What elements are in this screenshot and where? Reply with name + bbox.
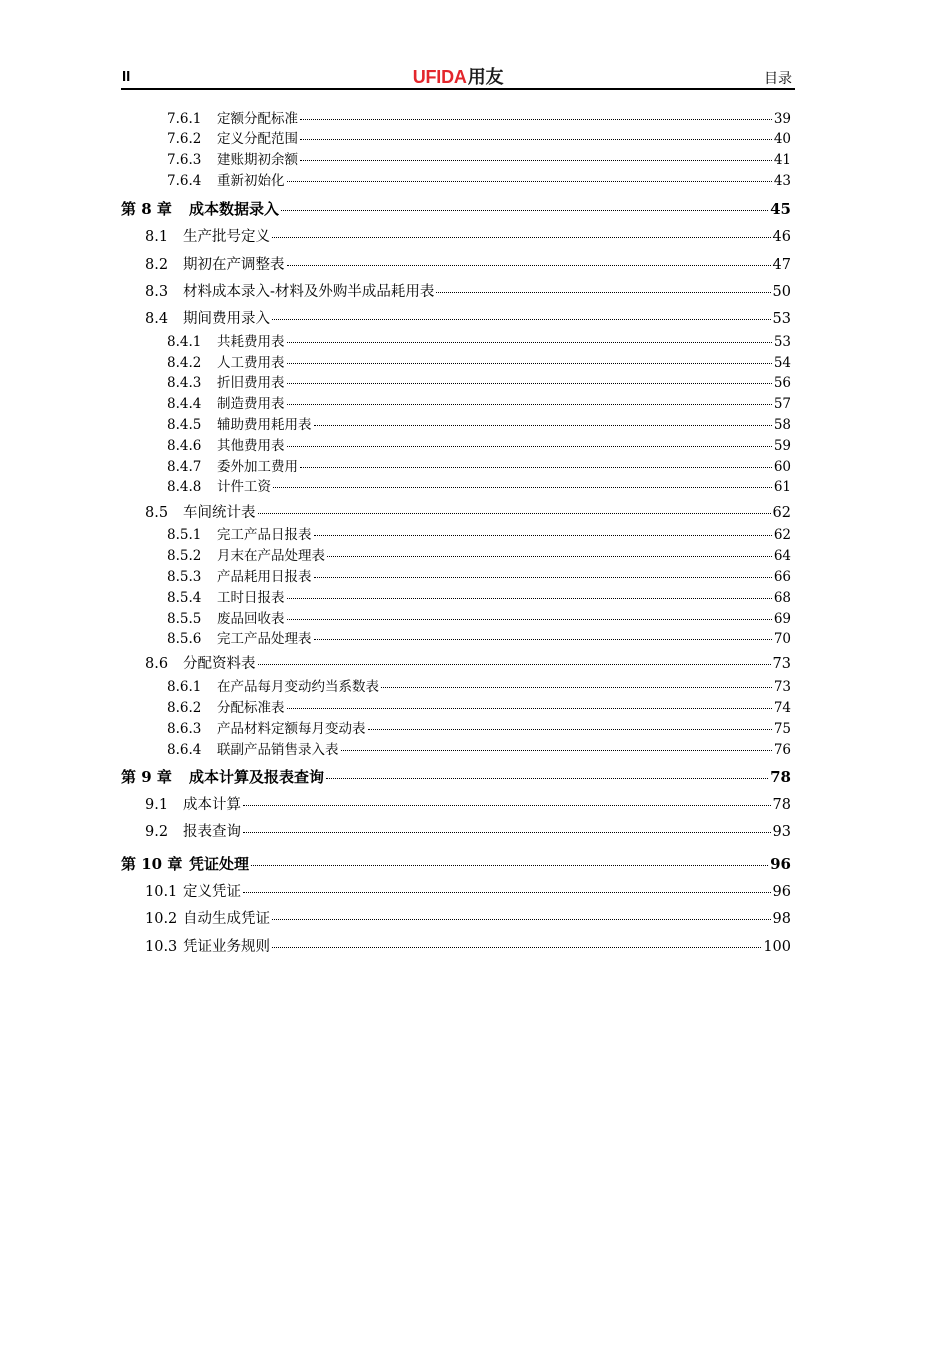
toc-entry-title: 凭证业务规则 <box>183 939 270 955</box>
toc-entry[interactable] <box>121 571 791 585</box>
toc-entry[interactable] <box>121 657 791 672</box>
toc-dot-leader <box>287 383 772 384</box>
toc-entry-number: 8.4.3 <box>167 375 202 391</box>
toc-entry[interactable] <box>121 357 791 371</box>
toc-entry-page: 41 <box>773 152 791 168</box>
toc-entry-title: 在产品每月变动约当系数表 <box>217 679 379 695</box>
toc-dot-leader <box>243 892 771 893</box>
toc-entry-title: 折旧费用表 <box>217 375 285 391</box>
toc-entry-title: 分配标准表 <box>217 700 285 716</box>
logo-latin: UFIDA <box>412 67 467 87</box>
ufida-logo <box>121 63 795 89</box>
toc-entry-number: 7.6.4 <box>167 173 202 189</box>
toc-entry-number: 8.5.5 <box>167 611 202 627</box>
toc-entry-title: 产品材料定额每月变动表 <box>217 721 366 737</box>
toc-dot-leader <box>287 342 772 343</box>
toc-entry-number: 8.5.4 <box>167 590 202 606</box>
toc-dot-leader <box>287 598 772 599</box>
toc-entry[interactable] <box>121 312 791 327</box>
toc-entry-number: 8.3 <box>145 284 169 300</box>
toc-entry-number: 第 10 章 <box>121 855 183 873</box>
toc-entry-title: 期初在产调整表 <box>183 257 285 273</box>
toc-dot-leader <box>287 404 772 405</box>
toc-dot-leader <box>287 363 772 364</box>
toc-entry-title: 成本数据录入 <box>189 200 280 218</box>
toc-entry-number: 8.4.5 <box>167 417 202 433</box>
toc-entry-title: 自动生成凭证 <box>183 911 270 927</box>
toc-entry-page: 54 <box>773 355 791 371</box>
toc-entry[interactable] <box>121 744 791 758</box>
toc-entry[interactable] <box>121 230 791 245</box>
toc-entry[interactable] <box>121 440 791 454</box>
toc-entry-number: 8.4.8 <box>167 479 202 495</box>
toc-entry-page: 62 <box>772 505 791 521</box>
toc-dot-leader <box>314 639 772 640</box>
toc-entry-number: 8.4 <box>145 311 169 327</box>
toc-dot-leader <box>436 292 770 293</box>
toc-entry-title: 共耗费用表 <box>217 334 285 350</box>
toc-entry-page: 46 <box>772 229 791 245</box>
toc-entry-page: 40 <box>773 131 791 147</box>
toc-entry-page: 76 <box>773 742 791 758</box>
toc-entry-page: 73 <box>772 656 791 672</box>
toc-entry-number: 8.5.3 <box>167 569 202 585</box>
toc-entry-number: 8.6.4 <box>167 742 202 758</box>
toc-entry[interactable] <box>121 550 791 564</box>
toc-entry-title: 计件工资 <box>217 479 271 495</box>
toc-entry-page: 78 <box>772 797 791 813</box>
toc-entry-title: 材料成本录入-材料及外购半成品耗用表 <box>183 284 435 300</box>
toc-entry-page: 50 <box>772 284 791 300</box>
toc-dot-leader <box>243 832 771 833</box>
toc-dot-leader <box>272 319 771 320</box>
toc-entry-title: 人工费用表 <box>217 355 285 371</box>
toc-dot-leader <box>381 687 772 688</box>
toc-dot-leader <box>314 577 772 578</box>
toc-entry[interactable] <box>121 202 791 217</box>
toc-entry-page: 75 <box>773 721 791 737</box>
toc-entry[interactable] <box>121 113 791 127</box>
toc-entry[interactable] <box>121 912 791 927</box>
toc-dot-leader <box>272 947 761 948</box>
toc-entry-page: 39 <box>773 111 791 127</box>
toc-entry-title: 其他费用表 <box>217 438 285 454</box>
logo-chinese: 用友 <box>467 67 504 87</box>
toc-dot-leader <box>300 119 772 120</box>
toc-entry[interactable] <box>121 681 791 695</box>
toc-entry[interactable] <box>121 506 791 521</box>
toc-dot-leader <box>341 750 772 751</box>
toc-entry[interactable] <box>121 398 791 412</box>
toc-entry-page: 59 <box>773 438 791 454</box>
section-title: 目录 <box>764 71 792 87</box>
toc-entry-title: 定额分配标准 <box>217 111 298 127</box>
toc-entry[interactable] <box>121 377 791 391</box>
toc-entry-title: 完工产品处理表 <box>217 631 312 647</box>
toc-entry[interactable] <box>121 461 791 475</box>
toc-entry-number: 第 8 章 <box>121 200 172 218</box>
toc-entry-page: 45 <box>770 200 791 218</box>
toc-entry-page: 70 <box>773 631 791 647</box>
toc-dot-leader <box>258 513 771 514</box>
toc-entry-number: 8.4.2 <box>167 355 202 371</box>
toc-dot-leader <box>287 446 772 447</box>
toc-entry-number: 10.1 <box>145 884 178 900</box>
toc-entry-title: 生产批号定义 <box>183 229 270 245</box>
toc-entry-number: 8.4.4 <box>167 396 202 412</box>
toc-dot-leader <box>273 487 772 488</box>
toc-entry-number: 7.6.1 <box>167 111 202 127</box>
toc-entry-title: 联副产品销售录入表 <box>217 742 339 758</box>
toc-dot-leader <box>300 139 772 140</box>
page-number: II <box>122 68 131 85</box>
toc-entry-page: 56 <box>773 375 791 391</box>
toc-entry[interactable] <box>121 258 791 273</box>
toc-dot-leader <box>327 556 772 557</box>
toc-dot-leader <box>300 467 772 468</box>
toc-entry-page: 74 <box>773 700 791 716</box>
toc-dot-leader <box>314 535 772 536</box>
toc-entry[interactable] <box>121 613 791 627</box>
toc-entry-title: 定义分配范围 <box>217 131 298 147</box>
toc-dot-leader <box>272 919 771 920</box>
toc-entry-number: 8.4.6 <box>167 438 202 454</box>
toc-entry-page: 58 <box>773 417 791 433</box>
toc-entry-number: 8.4.1 <box>167 334 202 350</box>
toc-entry-number: 8.4.7 <box>167 459 202 475</box>
toc-entry-number: 8.2 <box>145 257 169 273</box>
toc-dot-leader <box>326 778 768 779</box>
toc-entry-page: 47 <box>772 257 791 273</box>
toc-entry-page: 57 <box>773 396 791 412</box>
toc-dot-leader <box>243 805 771 806</box>
toc-entry-page: 96 <box>770 855 791 873</box>
toc-entry-title: 完工产品日报表 <box>217 527 312 543</box>
toc-entry-number: 8.5.6 <box>167 631 202 647</box>
toc-entry-page: 66 <box>773 569 791 585</box>
toc-entry-number: 10.3 <box>145 939 178 955</box>
toc-entry-title: 重新初始化 <box>217 173 285 189</box>
toc-entry[interactable] <box>121 633 791 647</box>
toc-dot-leader <box>251 865 768 866</box>
toc-entry-page: 96 <box>772 884 791 900</box>
toc-entry[interactable] <box>121 529 791 543</box>
toc-entry-number: 9.2 <box>145 824 169 840</box>
toc-entry-title: 废品回收表 <box>217 611 285 627</box>
toc-dot-leader <box>287 181 772 182</box>
toc-entry-page: 60 <box>773 459 791 475</box>
toc-entry-title: 成本计算及报表查询 <box>189 768 325 786</box>
toc-entry-number: 8.6.3 <box>167 721 202 737</box>
toc-entry[interactable] <box>121 940 791 955</box>
toc-entry[interactable] <box>121 133 791 147</box>
toc-entry[interactable] <box>121 175 791 189</box>
toc-entry-number: 8.5.1 <box>167 527 202 543</box>
toc-entry-number: 8.5.2 <box>167 548 202 564</box>
toc-entry-title: 报表查询 <box>183 824 241 840</box>
toc-entry-number: 8.5 <box>145 505 169 521</box>
toc-entry-page: 69 <box>773 611 791 627</box>
toc-entry-title: 定义凭证 <box>183 884 241 900</box>
toc-entry-title: 委外加工费用 <box>217 459 298 475</box>
toc-entry-page: 61 <box>773 479 791 495</box>
toc-entry[interactable] <box>121 419 791 433</box>
toc-entry-number: 7.6.2 <box>167 131 202 147</box>
toc-entry-page: 43 <box>773 173 791 189</box>
toc-entry[interactable] <box>121 285 791 300</box>
toc-entry-title: 分配资料表 <box>183 656 256 672</box>
toc-dot-leader <box>258 664 771 665</box>
toc-entry-page: 64 <box>773 548 791 564</box>
toc-entry-title: 产品耗用日报表 <box>217 569 312 585</box>
toc-entry-page: 98 <box>772 911 791 927</box>
toc-entry-number: 7.6.3 <box>167 152 202 168</box>
toc-entry-page: 62 <box>773 527 791 543</box>
toc-dot-leader <box>287 619 772 620</box>
toc-entry[interactable] <box>121 825 791 840</box>
toc-entry[interactable] <box>121 770 791 785</box>
header-rule <box>121 88 795 90</box>
toc-entry-number: 8.1 <box>145 229 169 245</box>
toc-entry[interactable] <box>121 592 791 606</box>
toc-entry[interactable] <box>121 154 791 168</box>
toc-entry-title: 月末在产品处理表 <box>217 548 325 564</box>
toc-entry-title: 工时日报表 <box>217 590 285 606</box>
toc-entry-title: 车间统计表 <box>183 505 256 521</box>
toc-entry[interactable] <box>121 723 791 737</box>
toc-entry[interactable] <box>121 857 791 872</box>
toc-entry-page: 73 <box>773 679 791 695</box>
toc-dot-leader <box>281 210 768 211</box>
toc-entry-number: 8.6.2 <box>167 700 202 716</box>
toc-entry-title: 建账期初余额 <box>217 152 298 168</box>
toc-entry-title: 成本计算 <box>183 797 241 813</box>
toc-entry[interactable] <box>121 702 791 716</box>
toc-dot-leader <box>287 265 771 266</box>
toc-dot-leader <box>287 708 772 709</box>
toc-entry-number: 第 9 章 <box>121 768 172 786</box>
toc-dot-leader <box>368 729 772 730</box>
toc-entry-title: 制造费用表 <box>217 396 285 412</box>
page-header <box>121 60 795 90</box>
toc-entry-page: 93 <box>772 824 791 840</box>
toc-entry-title: 辅助费用耗用表 <box>217 417 312 433</box>
toc-dot-leader <box>272 237 771 238</box>
toc-entry-number: 8.6.1 <box>167 679 202 695</box>
toc-entry[interactable] <box>121 336 791 350</box>
toc-entry-number: 10.2 <box>145 911 178 927</box>
toc-entry[interactable] <box>121 798 791 813</box>
toc-entry-number: 9.1 <box>145 797 169 813</box>
toc-dot-leader <box>300 160 772 161</box>
toc-entry-title: 凭证处理 <box>189 855 250 873</box>
toc-entry-number: 8.6 <box>145 656 169 672</box>
toc-entry-title: 期间费用录入 <box>183 311 270 327</box>
toc-entry[interactable] <box>121 885 791 900</box>
toc-entry[interactable] <box>121 481 791 495</box>
toc-entry-page: 78 <box>770 768 791 786</box>
toc-entry-page: 53 <box>773 334 791 350</box>
toc-dot-leader <box>314 425 772 426</box>
toc-entry-page: 53 <box>772 311 791 327</box>
toc-entry-page: 100 <box>763 939 791 955</box>
toc-entry-page: 68 <box>773 590 791 606</box>
